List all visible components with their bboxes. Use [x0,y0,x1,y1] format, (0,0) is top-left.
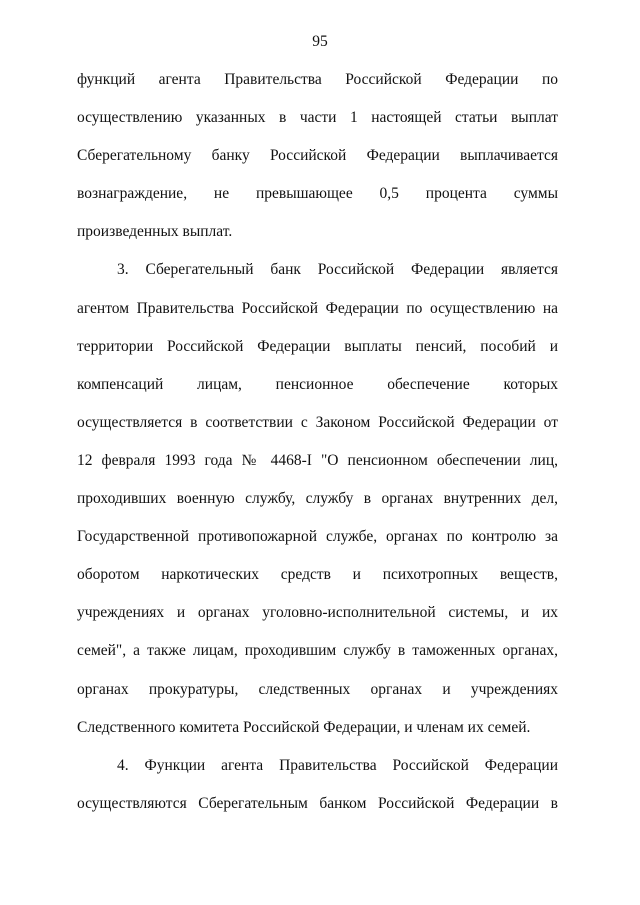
page-number: 95 [312,33,328,50]
document-body [77,66,558,828]
text-line: 12 февраля 1993 года № 4468-I "О пенсионном обеспечении лиц, [77,451,558,469]
text-line: 3. Сберегательный банк Российской Федерации является [117,261,558,279]
text-line: Государственной противопожарной службе, органах по контролю за [77,528,558,546]
text-line: проходивших военную службу, службу в органах внутренних дел, [77,490,558,508]
text-line: семей", а также лицам, проходившим службу в таможенных органах, [77,642,558,660]
paragraph-3 [77,256,558,751]
text-line: 4. Функции агента Правительства Российской Федерации [117,756,558,774]
text-line: произведенных выплат. [77,223,233,241]
paragraph-continuation [77,66,558,256]
text-line: агентом Правительства Российской Федерации по осуществлению на [77,299,558,317]
text-line: территории Российской Федерации выплаты пенсий, пособий и [77,337,558,355]
text-line: компенсаций лицам, пенсионное обеспечение которых [77,375,558,393]
text-line: функций агента Правительства Российской Федерации по [77,71,558,88]
paragraph-4 [77,752,558,828]
text-line: оборотом наркотических средств и психотропных веществ, [77,566,558,584]
text-line: осуществляются Сберегательным банком Российской Федерации в [77,794,558,812]
text-line: органах прокуратуры, следственных органах и учреждениях [77,680,558,698]
text-line: осуществлению указанных в части 1 настоящей статьи выплат [77,109,558,127]
text-line: Сберегательному банку Российской Федерации выплачивается [77,147,558,165]
text-line: вознаграждение, не превышающее 0,5 процента суммы [77,185,558,203]
text-line: учреждениях и органах уголовно-исполнительной системы, и их [77,604,558,622]
text-line: осуществляется в соответствии с Законом Российской Федерации от [77,413,558,431]
text-line: Следственного комитета Российской Федерации, и членам их семей. [77,718,531,736]
